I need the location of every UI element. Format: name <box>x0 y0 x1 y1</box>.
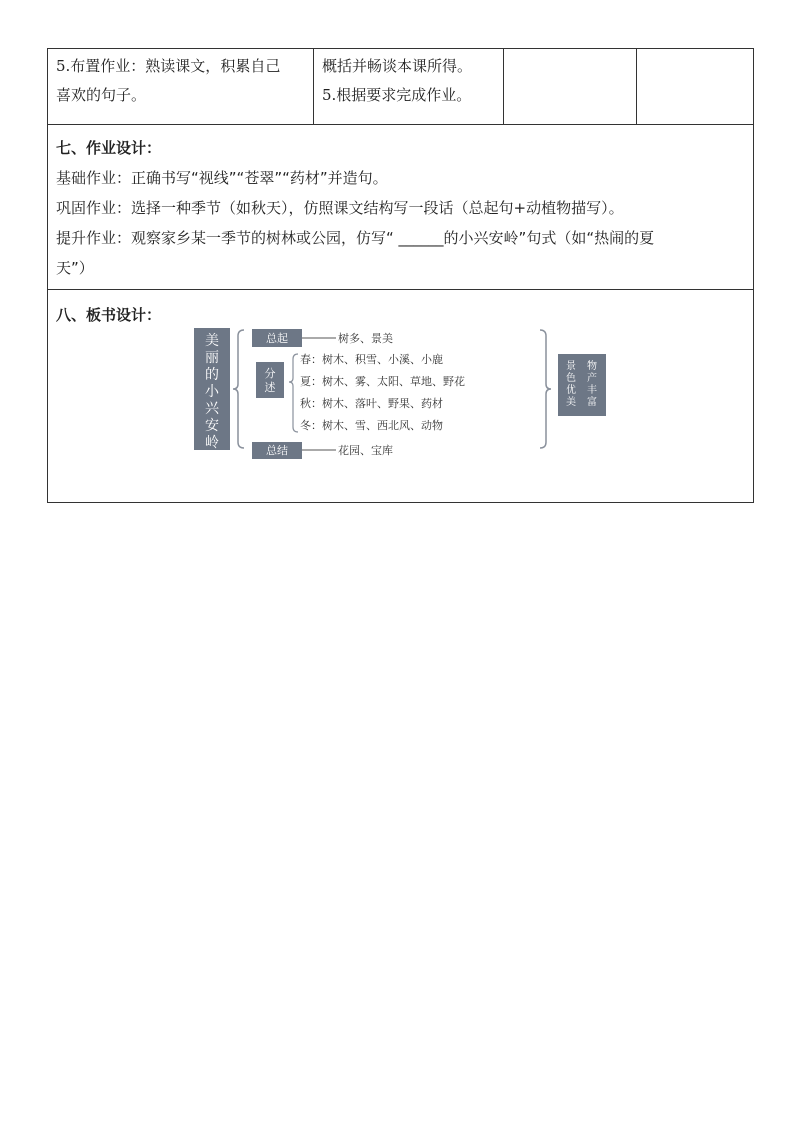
lesson-plan-table <box>47 48 754 503</box>
conclusion-char: 产 <box>587 373 597 384</box>
board-row <box>48 290 754 503</box>
main-title-char: 岭 <box>205 435 219 451</box>
conclusion-char: 丰 <box>587 385 597 396</box>
summary-label: 总结 <box>266 444 288 457</box>
main-title-char: 美 <box>205 333 219 349</box>
homework-line: 提升作业：观察家乡某一季节的树林或公园，仿写“ ______的小兴安岭”句式（如“热闹的夏 <box>56 229 655 247</box>
summary-text: 花园、宝库 <box>338 444 393 457</box>
activity-line: 5.布置作业：熟读课文，积累自己 <box>56 57 281 75</box>
top-row <box>48 49 754 125</box>
right-bracket <box>540 330 551 448</box>
conclusion-char: 美 <box>566 397 576 408</box>
homework-section <box>48 125 754 290</box>
main-title-char: 的 <box>205 367 219 383</box>
detail-bracket <box>289 354 298 432</box>
board-title: 八、板书设计： <box>56 306 162 324</box>
main-title-text <box>205 333 220 451</box>
main-title-char: 小 <box>205 384 219 400</box>
activity-cell <box>48 49 314 125</box>
main-title-char: 兴 <box>205 401 219 417</box>
empty-cell <box>637 49 754 125</box>
season-line: 秋：树木、落叶、野果、药材 <box>300 397 443 410</box>
season-line: 冬：树木、雪、西北风、动物 <box>300 419 443 432</box>
conclusion-char: 色 <box>566 373 576 384</box>
conclusion-char: 优 <box>566 385 576 396</box>
homework-line: 天”） <box>56 259 94 277</box>
main-title-char: 安 <box>205 418 219 434</box>
student-line: 5.根据要求完成作业。 <box>322 86 472 104</box>
homework-row <box>48 125 754 290</box>
homework-line: 基础作业：正确书写“视线”“苍翠”“药材”并造句。 <box>56 169 388 187</box>
student-line: 概括并畅谈本课所得。 <box>322 57 473 75</box>
conclusion-char: 富 <box>587 397 597 408</box>
homework-title: 七、作业设计： <box>56 139 162 157</box>
left-bracket <box>233 330 244 448</box>
detail-label-char: 分 <box>264 367 276 380</box>
activity-line: 喜欢的句子。 <box>56 86 147 104</box>
main-title-char: 丽 <box>205 350 219 366</box>
detail-label-char: 述 <box>264 381 276 394</box>
conclusion-char: 物 <box>587 361 597 372</box>
season-line: 春：树木、积雪、小溪、小鹿 <box>300 353 443 366</box>
season-line: 夏：树木、雾、太阳、草地、野花 <box>300 375 465 388</box>
student-cell <box>314 49 504 125</box>
board-section <box>48 290 754 503</box>
intro-label: 总起 <box>266 332 288 345</box>
intro-text: 树多、景美 <box>338 332 393 345</box>
homework-line: 巩固作业：选择一种季节（如秋天），仿照课文结构写一段话（总起句+动植物描写）。 <box>56 199 624 217</box>
empty-cell <box>504 49 637 125</box>
conclusion-char: 景 <box>566 361 576 372</box>
board-diagram <box>194 328 614 460</box>
